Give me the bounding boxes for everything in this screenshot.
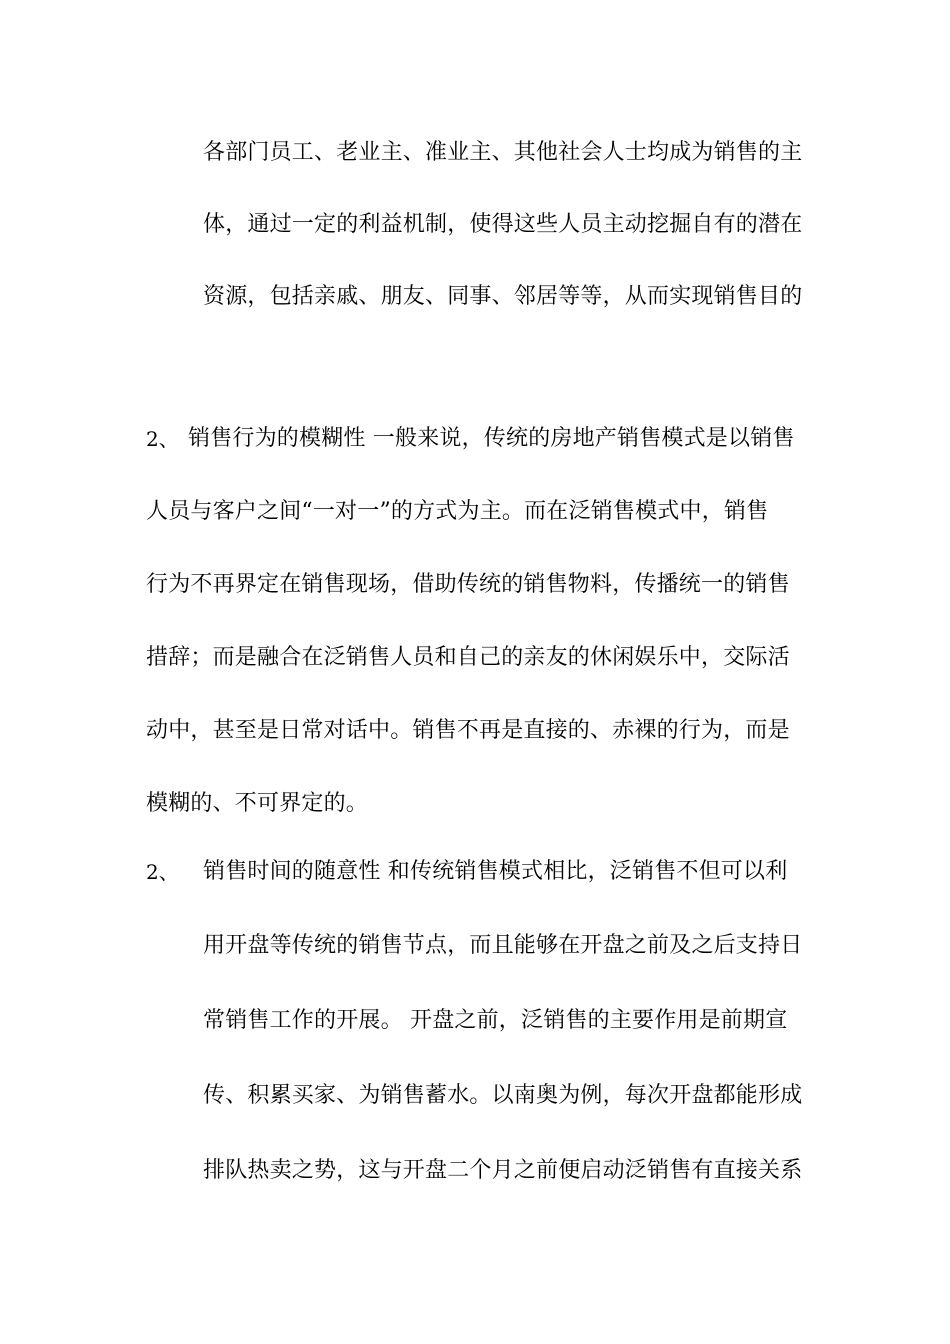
text-line: 动中，甚至是日常对话中。销售不再是直接的、赤裸的行为，而是 [146,718,790,743]
text-line: 行为不再界定在销售现场，借助传统的销售物料，传播统一的销售 [146,572,790,597]
text-line: 措辞；而是融合在泛销售人员和自己的亲友的休闲娱乐中，交际活 [146,645,790,670]
text-line: 常销售工作的开展。 开盘之前，泛销售的主要作用是前期宣 [203,1008,788,1033]
text-line: 模糊的、不可界定的。 [146,791,369,816]
text-line: 各部门员工、老业主、准业主、其他社会人士均成为销售的主 [203,140,803,165]
text-line: 销售时间的随意性 和传统销售模式相比，泛销售不但可以利 [203,859,788,884]
text-line: 用开盘等传统的销售节点，而且能够在开盘之前及之后支持日 [203,933,803,958]
item-number: 2、 [146,860,179,884]
text-line: 人员与客户之间“一对一”的方式为主。而在泛销售模式中，销售 [146,499,769,524]
text-line: 传、积累买家、为销售蓄水。以南奥为例，每次开盘都能形成 [203,1083,803,1108]
text-line: 体，通过一定的利益机制，使得这些人员主动挖掘自有的潜在 [203,212,803,237]
text-line: 销售行为的模糊性 一般来说，传统的房地产销售模式是以销售 [188,426,795,451]
item-number: 2、 [146,427,179,451]
text-line: 资源，包括亲戚、朋友、同事、邻居等等，从而实现销售目的 [203,284,803,309]
text-line: 排队热卖之势，这与开盘二个月之前便启动泛销售有直接关系 [203,1158,803,1183]
